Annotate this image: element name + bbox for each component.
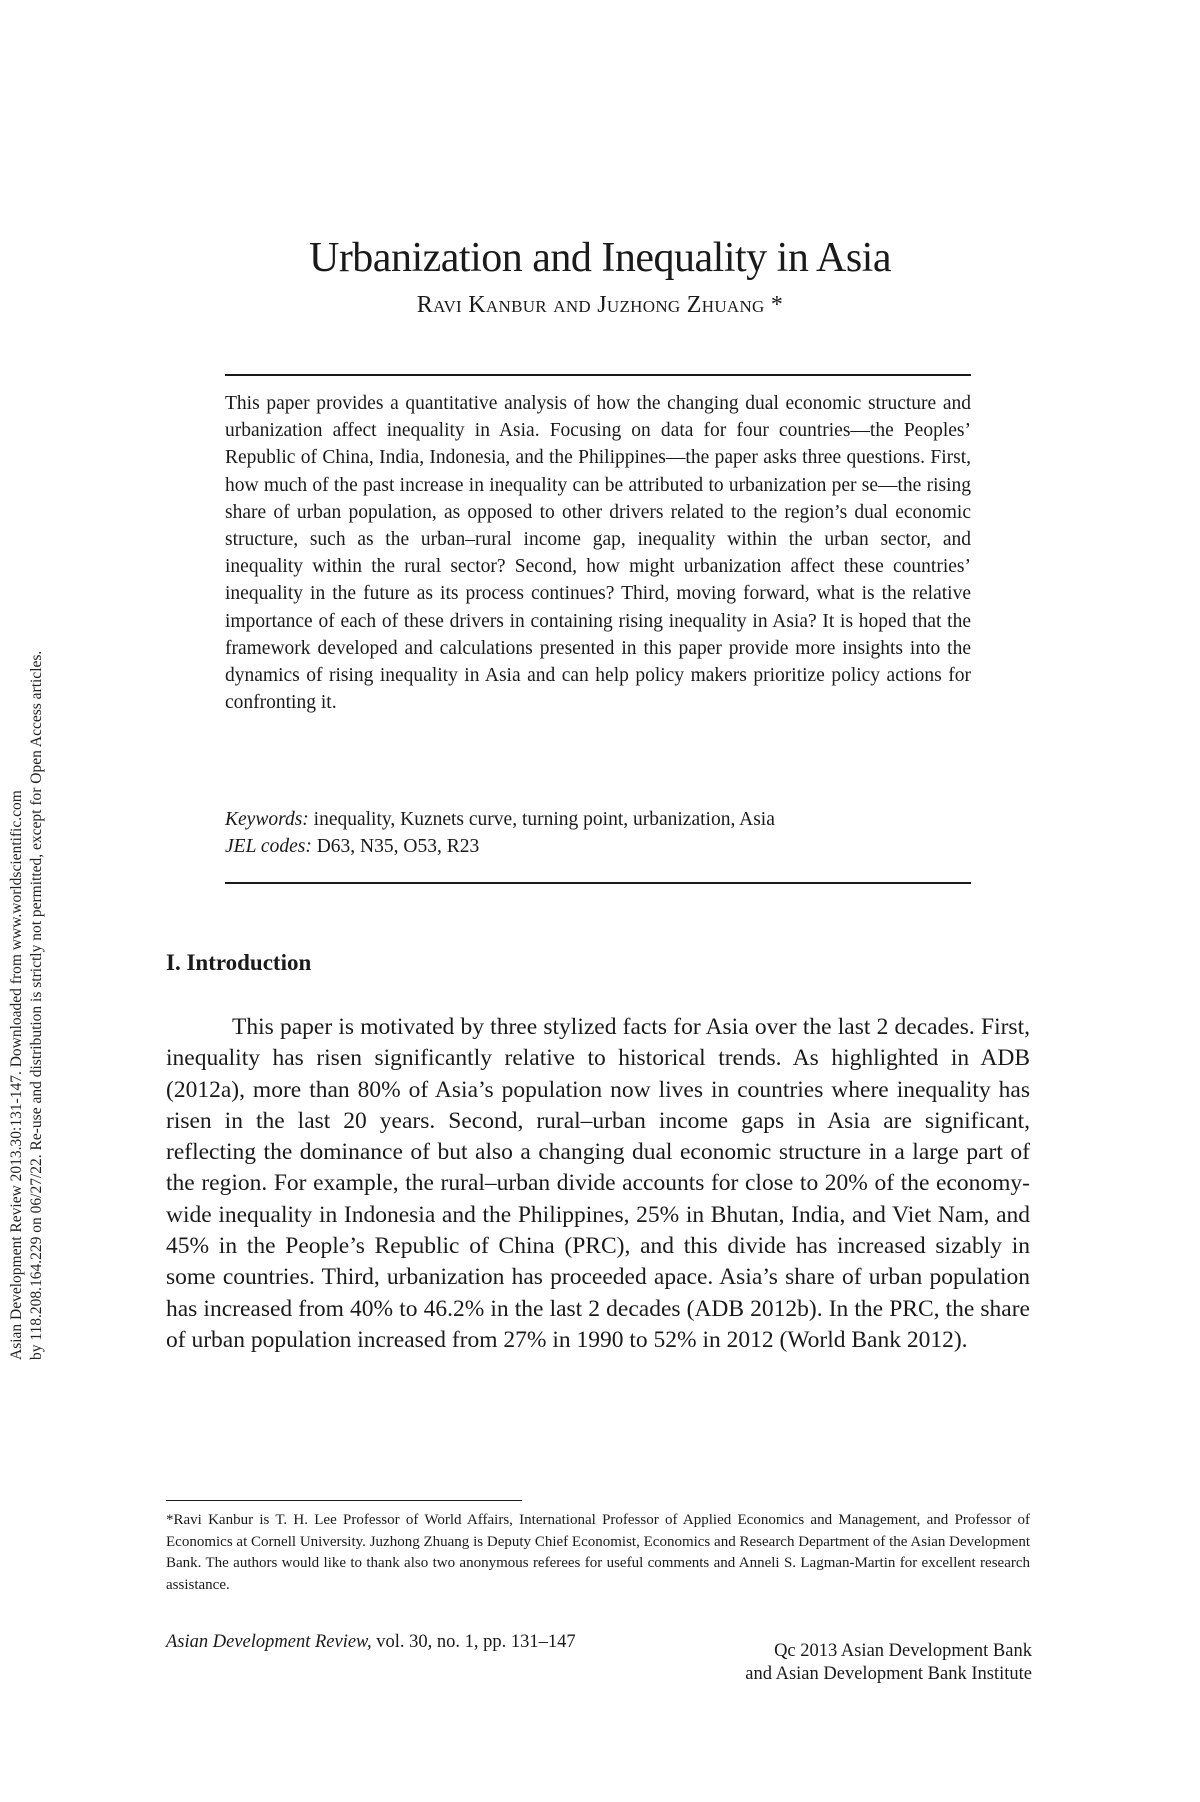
jel-codes-line (225, 833, 971, 860)
download-stamp-line-2: by 118.208.164.229 on 06/27/22. Re-use and distribution is strictly not permitted, except for Open Access articles. (28, 650, 45, 1360)
copyright-notice (745, 1640, 1032, 1686)
download-stamp-line-1: Asian Development Review 2013.30:131-147. Downloaded from www.worldscientific.com (8, 790, 25, 1360)
keywords-value: inequality, Kuznets curve, turning point, urbanization, Asia (308, 809, 775, 830)
keywords-label: Keywords: (225, 809, 309, 830)
abstract-top-rule (225, 374, 971, 376)
author-footnote: *Ravi Kanbur is T. H. Lee Professor of World Affairs, International Professor of Applied Economics and Management, and Professor of Economics at Cornell University. Juzhong Zhuang is Deputy Chief Economist, Economics and Research Department of the Asian Development Bank. The authors would like to thank also two anonymous referees for useful comments and Anneli S. Lagman-Martin for excellent research assistance. (166, 1512, 1030, 1593)
jel-codes-label: JEL codes: (225, 836, 312, 857)
copyright-line-2: and Asian Development Bank Institute (745, 1664, 1032, 1684)
journal-citation (166, 1632, 576, 1653)
keywords-line (225, 806, 971, 833)
copyright-line-1: Qc 2013 Asian Development Bank (774, 1641, 1032, 1661)
abstract-text: This paper provides a quantitative analysis of how the changing dual economic structure and urbanization affect inequality in Asia. Focusing on data for four countries—the Peoples’ Republic of China, India, Indonesia, and the Philippines—the paper asks three questions. First, how much of the past increase in inequality can be attributed to urbanization per se—the rising share of urban population, as opposed to other drivers related to the region’s dual economic structure, such as the urban–rural income gap, inequality within the urban sector, and inequality within the rural sector? Second, how might urbanization affect these countries’ inequality in the future as its process continues? Third, moving forward, what is the relative importance of each of these drivers in containing rising inequality in Asia? It is hoped that the framework developed and calculations presented in this paper provide more insights into the dynamics of rising inequality in Asia and can help policy makers prioritize policy actions for confronting it. (225, 393, 971, 714)
journal-name: Asian Development Review, (166, 1632, 372, 1652)
jel-codes-value: D63, N35, O53, R23 (311, 836, 480, 857)
footnote-rule (166, 1500, 522, 1501)
download-stamp (8, 440, 48, 1380)
keywords-block (225, 806, 971, 860)
introduction-paragraph: This paper is motivated by three stylized facts for Asia over the last 2 decades. First, inequality has risen significantly relative to historical trends. As highlighted in ADB (2012a), more than 80% of Asia’s population now lives in countries where inequality has risen in the last 20 years. Second, rural–urban income gaps in Asia are significant, reflecting the dominance of but also a changing dual economic structure in a large part of the region. For example, the rural–urban divide accounts for close to 20% of the economy-wide inequality in Indonesia and the Philippines, 25% in Bhutan, India, and Viet Nam, and 45% in the People’s Republic of China (PRC), and this divide has increased sizably in some countries. Third, urbanization has proceeded apace. Asia’s share of urban population has increased from 40% to 46.2% in the last 2 decades (ADB 2012b). In the PRC, the share of urban population increased from 27% in 1990 to 52% in 2012 (World Bank 2012). (166, 1014, 1030, 1353)
section-heading-introduction: I. Introduction (166, 950, 312, 975)
paper-authors: Ravi Kanbur and Juzhong Zhuang * (416, 292, 784, 318)
abstract-bottom-rule (225, 882, 971, 884)
journal-details: vol. 30, no. 1, pp. 131–147 (371, 1632, 576, 1652)
paper-title: Urbanization and Inequality in Asia (308, 235, 891, 281)
